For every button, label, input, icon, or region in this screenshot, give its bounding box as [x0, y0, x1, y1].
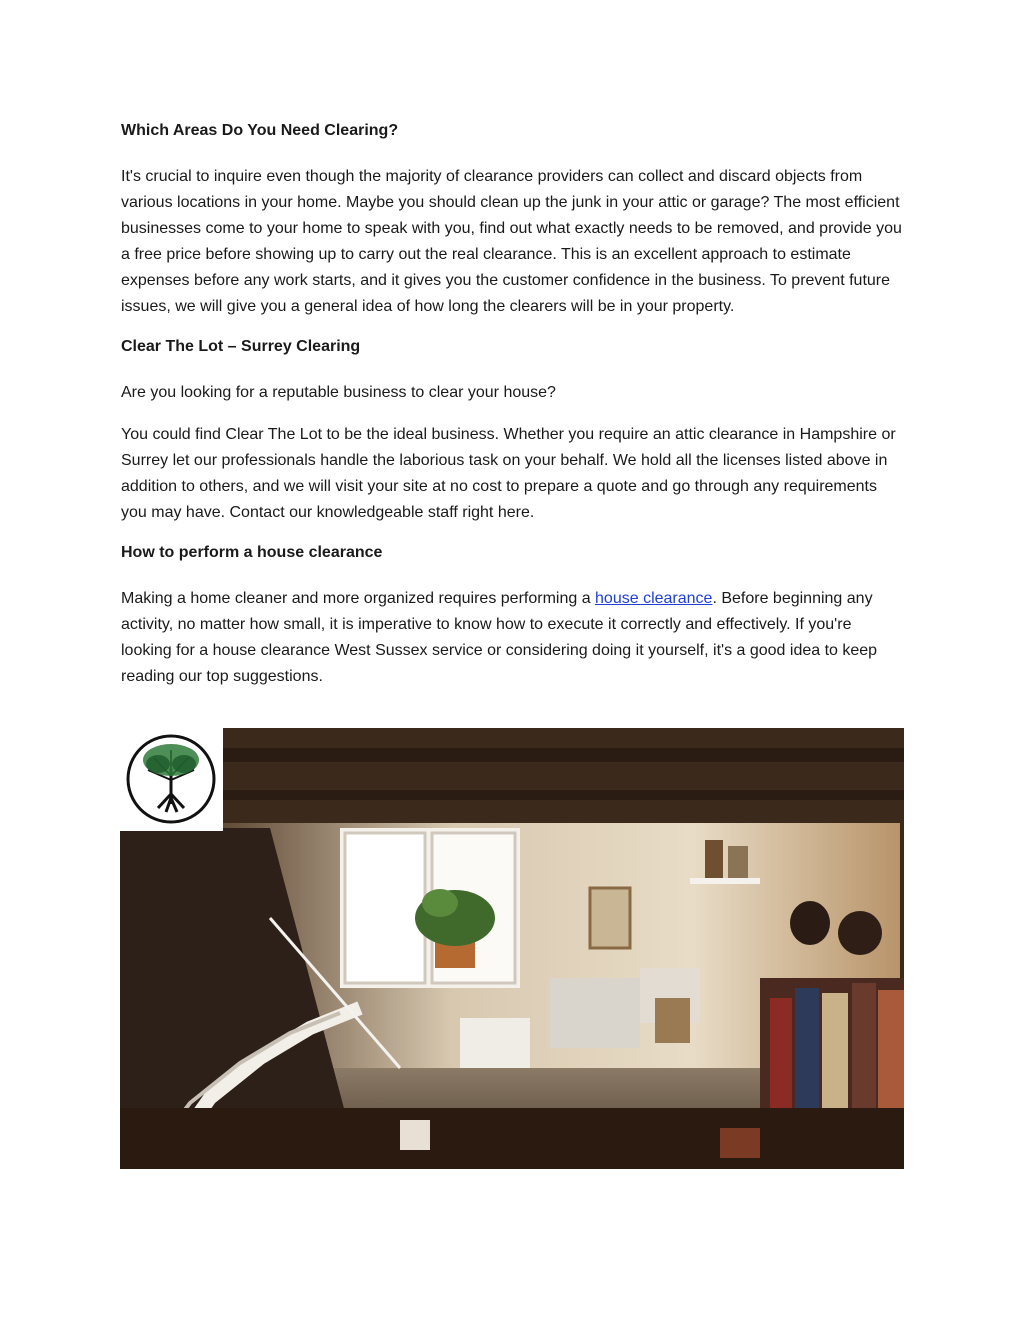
- paragraph-house-clearance: [121, 586, 906, 690]
- paragraph-ideal-business: You could find Clear The Lot to be the ideal business. Whether you require an attic clearance in Hampshire or Surrey let our professionals handle the laborious task on your behalf. We hold all the licenses listed above in addition to others, and we will visit your site at no cost to prepare a quote and go through any requirements you may have. Contact our knowledgeable staff right here.: [121, 426, 896, 521]
- paragraph-reputable: Are you looking for a reputable business to clear your house?: [121, 384, 556, 401]
- interior-photo: [120, 728, 904, 1169]
- clearthelot-logo: [120, 728, 223, 831]
- text-before-link: Making a home cleaner and more organized requires performing a: [121, 590, 596, 607]
- paragraph-areas: It's crucial to inquire even though the majority of clearance providers can collect and discard objects from various locations in your home. Maybe you should clean up the junk in your attic or garage? The most efficient businesses come to your home to speak with you, find out what exactly needs to be removed, and provide you a free price before showing up to carry out the real clearance. This is an excellent approach to estimate expenses before any work starts, and it gives you the customer confidence in the business. To prevent future issues, we will give you a general idea of how long the clearers will be in your property.: [121, 168, 902, 315]
- document-body: [121, 120, 906, 706]
- text-after-link: . Before beginning any activity, no matter how small, it is imperative to know how to execute it correctly and effectively. If you're looking for a house clearance West Sussex service or considering doing it yourself, it's a good idea to keep reading our top suggestions.: [121, 590, 878, 685]
- house-clearance-link[interactable]: house clearance: [595, 590, 713, 607]
- heading-areas: Which Areas Do You Need Clearing?: [121, 122, 399, 139]
- heading-clear-the-lot: Clear The Lot – Surrey Clearing: [121, 338, 361, 355]
- heading-house-clearance: How to perform a house clearance: [121, 544, 383, 561]
